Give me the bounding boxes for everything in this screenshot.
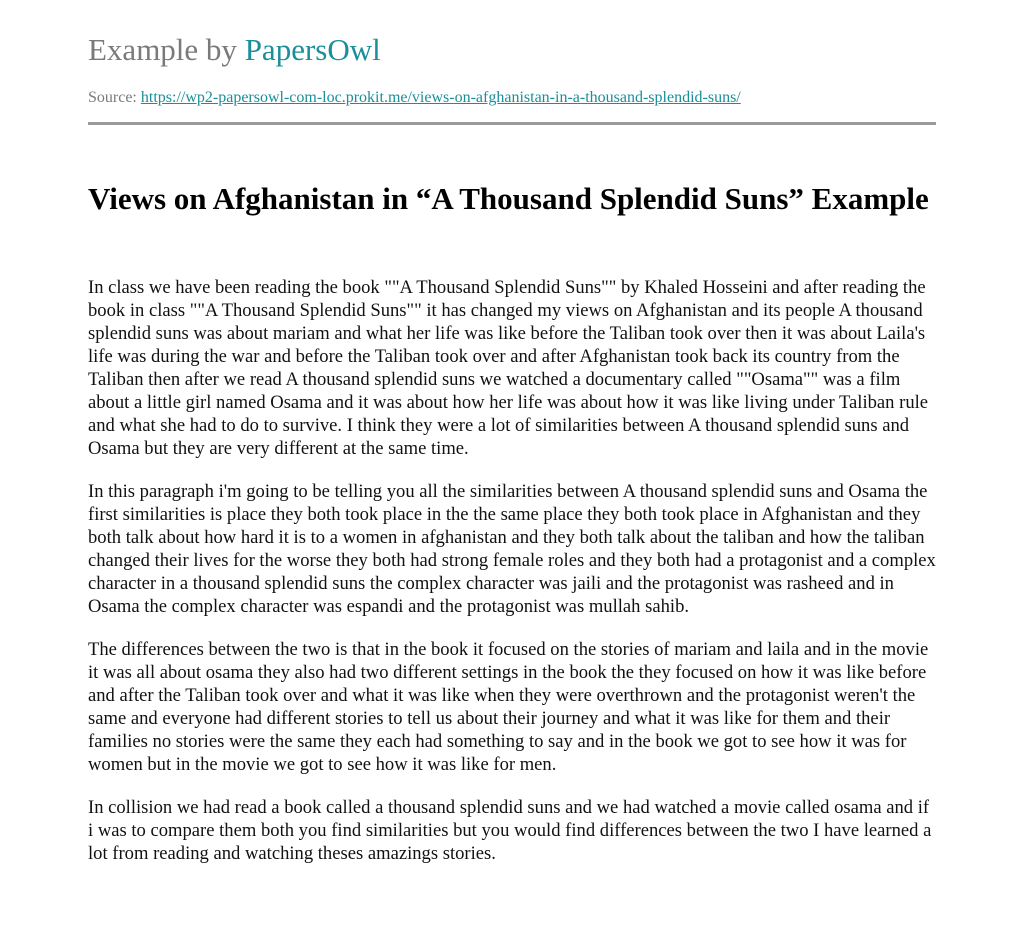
brand-name: PapersOwl (244, 32, 381, 67)
paragraph: In collision we had read a book called a thousand splendid suns and we had watched a movie called osama and if i was to compare them both you find similarities but you would find differences between the two I have learned a lot from reading and watching theses amazings stories. (88, 797, 932, 864)
source-line (88, 88, 741, 108)
paragraph: In class we have been reading the book ""A Thousand Splendid Suns"" by Khaled Hosseini and after reading the book in class ""A Thousand Splendid Suns"" it has changed my views on Afghanistan and its people A thousand splendid suns was about mariam and what her life was like before the Taliban took over then it was about Laila's life was during the war and before the Taliban took over and after Afghanistan took back its country from the Taliban then after we read A thousand splendid suns we watched a documentary called ""Osama"" was a film about a little girl named Osama and it was about how her life was about how it was like living under Taliban rule and what she had to do to survive. I think they were a lot of similarities between A thousand splendid suns and Osama but they are very different at the same time. (88, 277, 929, 459)
header-divider (88, 122, 936, 125)
source-link[interactable]: https://wp2-papersowl-com-loc.prokit.me/views-on-afghanistan-in-a-thousand-splendid-suns/ (140, 89, 741, 106)
paragraph: The differences between the two is that in the book it focused on the stories of mariam and laila and in the movie it was all about osama they also had two different settings in the book the they focused on how it was like before and after the Taliban took over and what it was like when they were overthrown and the protagonist weren't the same and everyone had different stories to tell us about their journey and what it was like for them and their families no stories were the same they each had something to say and in the book we got to see how it was for women but in the movie we got to see how it was like for men. (88, 639, 929, 775)
article-body (88, 276, 938, 885)
article-title: Views on Afghanistan in “A Thousand Splendid Suns” Example (88, 181, 929, 216)
paragraph: In this paragraph i'm going to be telling you all the similarities between A thousand splendid suns and Osama the first similarities is place they both took place in the the same place they both took place in Afghanistan and they both talk about how hard it is to a women in afghanistan and they both talk about the taliban and how the taliban changed their lives for the worse they both had strong female roles and they both had a protagonist and a complex character in a thousand splendid suns the complex character was jaili and the protagonist was rasheed and in Osama the complex character was espandi and the protagonist was mullah sahib. (88, 481, 936, 617)
brand-header (88, 30, 381, 70)
source-label: Source: (88, 89, 141, 106)
brand-prefix: Example by (88, 32, 245, 67)
